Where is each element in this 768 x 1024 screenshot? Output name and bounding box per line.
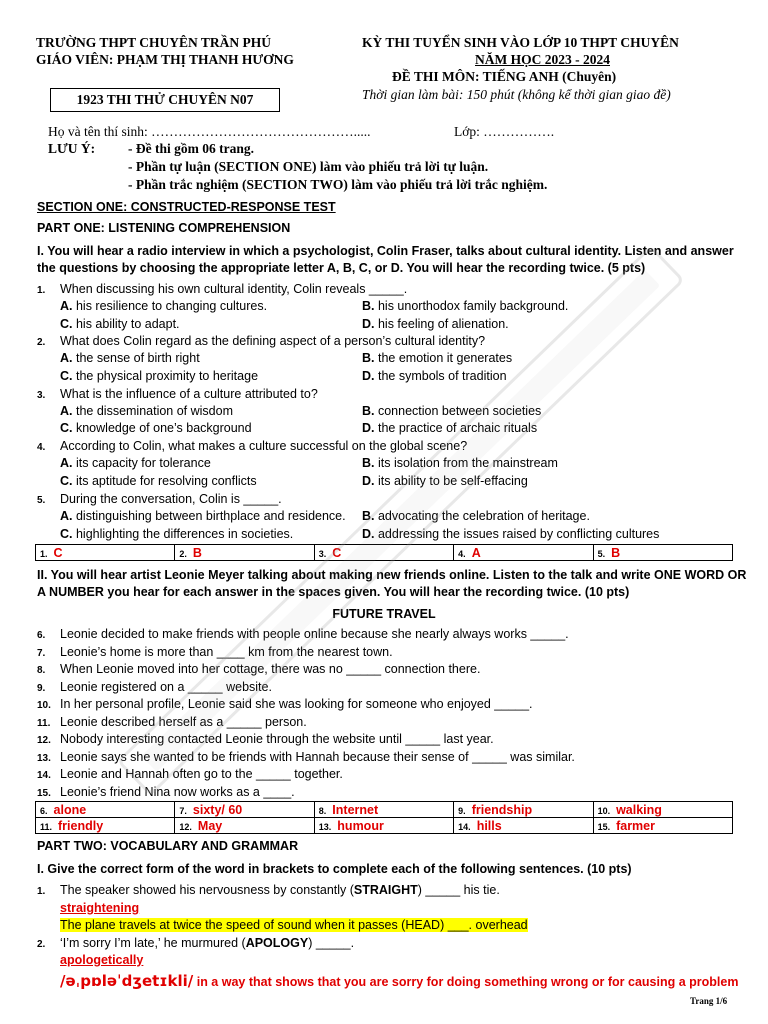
listening-1-instruction-cont: the questions by choosing the appropriate letter A, B, C, or D. You will hear the recording twice. (5 pts) — [37, 261, 646, 275]
section-one-title: SECTION ONE: CONSTRUCTED-RESPONSE TEST — [37, 200, 336, 214]
item-text: Leonie’s home is more than ____ km from the nearest town. — [60, 645, 393, 659]
note-3: - Phần trắc nghiệm (SECTION TWO) làm vào phiếu trả lời trắc nghiệm. — [128, 177, 548, 192]
question-text: What is the influence of a culture attributed to? — [60, 387, 318, 401]
answer-cell: 9. friendship — [454, 802, 593, 818]
option-d: D. his feeling of alienation. — [362, 317, 509, 331]
answer-cell: 3. C — [314, 545, 453, 561]
note-1: - Đề thi gồm 06 trang. — [128, 141, 254, 156]
option-c: C. its aptitude for resolving conflicts — [60, 474, 257, 488]
word-form-answer-1: straightening — [60, 901, 140, 915]
item-text: In her personal profile, Leonie said she was looking for someone who enjoyed _____. — [60, 697, 533, 711]
option-b: B. the emotion it generates — [362, 351, 513, 365]
option-c: C. knowledge of one’s background — [60, 421, 252, 435]
exam-code-box: 1923 THI THỬ CHUYÊN N07 — [50, 88, 280, 112]
answer-table-listening-1 — [35, 544, 733, 561]
option-d: D. the symbols of tradition — [362, 369, 507, 383]
exam-year: NĂM HỌC 2023 - 2024 — [475, 52, 610, 67]
question-number: 3. — [37, 390, 46, 401]
candidate-name-line: Họ và tên thí sinh: ………………………………………..... — [48, 124, 371, 139]
answer-cell: 11. friendly — [36, 818, 175, 834]
item-text: Leonie decided to make friends with people online because she nearly always works _____. — [60, 627, 569, 641]
answer-cell: 14. hills — [454, 818, 593, 834]
option-d: D. addressing the issues raised by conflicting cultures — [362, 527, 660, 541]
item-text: Leonie registered on a _____ website. — [60, 680, 272, 694]
exam-subject: ĐỀ THI MÔN: TIẾNG ANH (Chuyên) — [392, 69, 617, 84]
note-2: - Phần tự luận (SECTION ONE) làm vào phiếu trả lời tự luận. — [128, 159, 489, 174]
answer-cell: 15. farmer — [593, 818, 732, 834]
item-number: 12. — [37, 735, 51, 746]
item-number: 15. — [37, 788, 51, 799]
listening-2-instruction: II. You will hear artist Leonie Meyer talking about making new friends online. Listen to the talk and write ONE WORD OR — [37, 568, 747, 582]
item-text: Leonie and Hannah often go to the _____ together. — [60, 767, 343, 781]
answer-cell: 7. sixty/ 60 — [175, 802, 314, 818]
question-text: What does Colin regard as the defining aspect of a person’s cultural identity? — [60, 334, 486, 348]
item-number: 14. — [37, 770, 51, 781]
word-form-answer-2: apologetically — [60, 953, 144, 967]
page-number: Trang 1/6 — [690, 996, 728, 1006]
item-number: 13. — [37, 753, 51, 764]
listening-1-instruction: I. You will hear a radio interview in which a psychologist, Colin Fraser, talks about cultural identity. Listen and answer — [37, 244, 734, 258]
answer-cell: 2. B — [175, 545, 314, 561]
question-number: 2. — [37, 337, 46, 348]
option-a: A. his resilience to changing cultures. — [60, 299, 268, 313]
item-text: Leonie’s friend Nina now works as a ____. — [60, 785, 295, 799]
option-c: C. highlighting the differences in societies. — [60, 527, 294, 541]
answer-cell: 10. walking — [593, 802, 732, 818]
item-number: 8. — [37, 665, 46, 676]
answer-cell: 6. alone — [36, 802, 175, 818]
vocab-1-instruction: I. Give the correct form of the word in brackets to complete each of the following sentences. (10 pts) — [37, 862, 632, 876]
school-name: TRƯỜNG THPT CHUYÊN TRẦN PHÚ — [36, 35, 272, 50]
item-number: 11. — [37, 718, 51, 729]
word-form-question-2: ‘I’m sorry I’m late,’ he murmured (APOLOGY) _____. — [60, 936, 355, 950]
listening-2-instruction-cont: A NUMBER you hear for each answer in the spaces given. You will hear the recording twice. (10 pts) — [37, 585, 630, 599]
item-number: 7. — [37, 648, 46, 659]
exam-title: KỲ THI TUYỂN SINH VÀO LỚP 10 THPT CHUYÊN — [362, 35, 679, 50]
question-text: According to Colin, what makes a culture successful on the global scene? — [60, 439, 468, 453]
option-b: B. its isolation from the mainstream — [362, 456, 558, 470]
part-one-title: PART ONE: LISTENING COMPREHENSION — [37, 221, 291, 235]
answer-cell: 4. A — [454, 545, 593, 561]
question-number: 4. — [37, 442, 46, 453]
option-d: D. the practice of archaic rituals — [362, 421, 538, 435]
word-form-question-1: The speaker showed his nervousness by constantly (STRAIGHT) _____ his tie. — [60, 883, 500, 897]
item-text: Nobody interesting contacted Leonie through the website until _____ last year. — [60, 732, 494, 746]
note-label: LƯU Ý: — [48, 141, 96, 156]
highlighted-example: The plane travels at twice the speed of sound when it passes (HEAD) ___. overhead — [60, 918, 528, 932]
question-text: When discussing his own cultural identity, Colin reveals _____. — [60, 282, 408, 296]
question-number: 1. — [37, 886, 46, 897]
option-d: D. its ability to be self-effacing — [362, 474, 528, 488]
item-text: When Leonie moved into her cottage, there was no _____ connection there. — [60, 662, 481, 676]
answer-table-listening-2 — [35, 801, 733, 834]
teacher-name: GIÁO VIÊN: PHẠM THỊ THANH HƯƠNG — [36, 52, 294, 67]
answer-cell: 13. humour — [314, 818, 453, 834]
question-number: 2. — [37, 939, 46, 950]
option-a: A. its capacity for tolerance — [60, 456, 211, 470]
item-number: 6. — [37, 630, 46, 641]
question-text: During the conversation, Colin is _____. — [60, 492, 282, 506]
listening-2-title: FUTURE TRAVEL — [332, 607, 436, 621]
option-a: A. the sense of birth right — [60, 351, 200, 365]
option-b: B. connection between societies — [362, 404, 542, 418]
option-a: A. the dissemination of wisdom — [60, 404, 234, 418]
class-line: Lớp: ……………. — [454, 124, 555, 139]
question-number: 1. — [37, 285, 46, 296]
option-c: C. his ability to adapt. — [60, 317, 180, 331]
item-text: Leonie described herself as a _____ person. — [60, 715, 307, 729]
pronunciation-definition: /əˌpɒləˈdʒetɪkli/ in a way that shows that you are sorry for doing something wrong or for causing a problem — [60, 972, 739, 990]
answer-cell: 1. C — [36, 545, 175, 561]
option-b: B. advocating the celebration of heritage. — [362, 509, 590, 523]
item-number: 10. — [37, 700, 51, 711]
option-c: C. the physical proximity to heritage — [60, 369, 259, 383]
option-b: B. his unorthodox family background. — [362, 299, 569, 313]
question-number: 5. — [37, 495, 46, 506]
answer-cell: 5. B — [593, 545, 732, 561]
exam-duration: Thời gian làm bài: 150 phút (không kể thời gian giao đề) — [362, 87, 671, 102]
item-text: Leonie says she wanted to be friends with Hannah because their sense of _____ was similar. — [60, 750, 575, 764]
answer-cell: 8. Internet — [314, 802, 453, 818]
option-a: A. distinguishing between birthplace and residence. — [60, 509, 346, 523]
item-number: 9. — [37, 683, 46, 694]
answer-cell: 12. May — [175, 818, 314, 834]
part-two-title: PART TWO: VOCABULARY AND GRAMMAR — [37, 839, 299, 853]
